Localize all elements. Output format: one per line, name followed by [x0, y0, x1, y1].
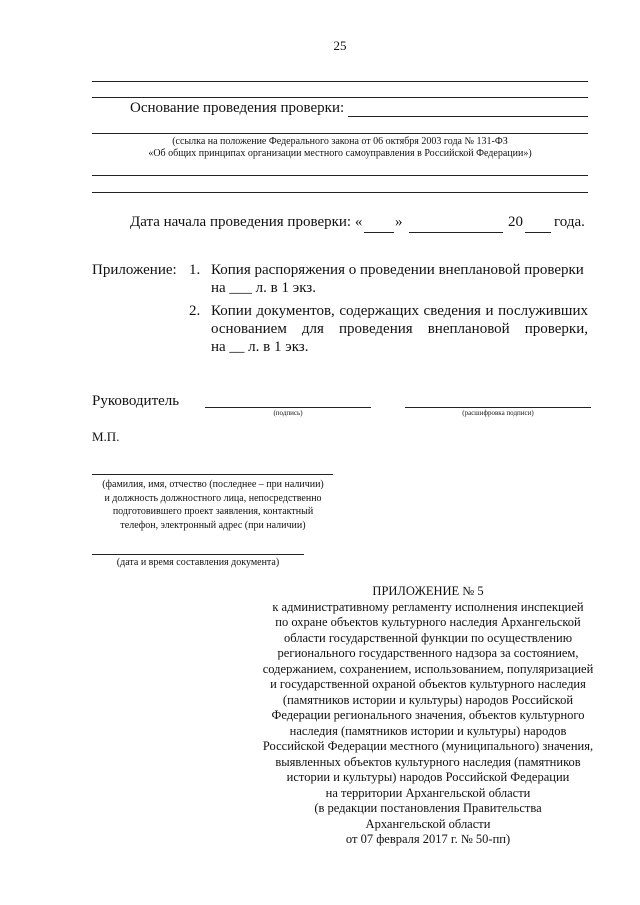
appendix-title: ПРИЛОЖЕНИЕ № 5: [372, 584, 484, 598]
quote-close: »: [395, 214, 403, 230]
preparer-caption: [88, 478, 338, 532]
appendix-line: Архангельской области: [365, 816, 491, 831]
day-fill-line[interactable]: [364, 232, 394, 233]
start-date-label: Дата начала проведения проверки: «: [130, 214, 363, 230]
preparer-line[interactable]: [92, 474, 333, 475]
appendix-line: к административному регламенту исполнения инспекцией: [272, 599, 584, 614]
appendix-line: Российской Федерации местного (муниципального) значения,: [262, 739, 594, 753]
year-fill-line[interactable]: [525, 232, 551, 233]
appendix-line: от 07 февраля 2017 г. № 50-пп): [345, 832, 511, 846]
preparer-caption-line: (фамилия, имя, отчество (последнее – при наличии): [102, 479, 324, 490]
signature-decode-caption: (расшифровка подписи): [462, 409, 534, 417]
basis-label: Основание проведения проверки:: [130, 100, 345, 116]
attachment-item-line: основанием для проведения внеплановой проверки,: [211, 321, 588, 337]
appendix-line: регионального государственного надзора за состоянием,: [277, 646, 579, 660]
appendix-line: выявленных объектов культурного наследия (памятников: [275, 754, 581, 769]
seal-label: М.П.: [92, 429, 120, 444]
basis-note: [92, 136, 588, 160]
appendix-line: наследия (памятников истории и культуры) народов: [289, 723, 567, 738]
appendix-line: и государственной охраной объектов культурного наследия: [270, 677, 586, 691]
attachment-item-line: на ___ л. в 1 экз.: [211, 280, 316, 296]
attachment-item-number: 1.: [189, 262, 201, 278]
head-label: Руководитель: [92, 393, 180, 409]
attachment-item-line: Копия распоряжения о проведении внеплановой проверки: [211, 262, 584, 278]
preparer-caption-line: подготовившего проект заявления, контактный: [112, 506, 314, 517]
attachment-item-line: Копии документов, содержащих сведения и послуживших: [211, 303, 588, 319]
appendix-line: (в редакции постановления Правительства: [314, 801, 542, 815]
document-date-caption: (дата и время составления документа): [116, 557, 280, 568]
appendix-line: на территории Архангельской области: [325, 785, 531, 800]
signature-caption: (подпись): [273, 409, 303, 417]
page-number: 25: [333, 38, 347, 53]
preparer-caption-line: и должность должностного лица, непосредственно: [104, 492, 322, 504]
basis-note-line1: (ссылка на положение Федерального закона от 06 октября 2003 года № 131-ФЗ: [172, 136, 508, 147]
year-prefix: 20: [508, 214, 523, 230]
appendix-line: (памятников истории и культуры) народов Российской: [282, 692, 574, 707]
year-suffix: года.: [554, 214, 585, 230]
blank-line: [92, 81, 588, 82]
appendix-line: Федерации регионального значения, объектов культурного: [271, 708, 585, 722]
appendix-line: по охране объектов культурного наследия Архангельской: [275, 615, 581, 629]
appendix-line: истории и культуры) народов Российской Федерации: [286, 770, 570, 784]
document-date-line[interactable]: [92, 554, 304, 555]
attachment-item-number: 2.: [189, 303, 201, 319]
signature-decode-line[interactable]: [405, 407, 591, 408]
month-fill-line[interactable]: [409, 232, 503, 233]
attachments-label: Приложение:: [92, 262, 177, 278]
blank-line: [92, 97, 588, 98]
appendix-line: области государственной функции по осуществлению: [283, 630, 573, 645]
appendix-block: [255, 584, 601, 848]
signature-line[interactable]: [205, 407, 371, 408]
appendix-line: содержанием, сохранением, использованием, популяризацией: [262, 661, 594, 676]
basis-fill-line[interactable]: [348, 116, 588, 117]
attachment-item-line: на __ л. в 1 экз.: [211, 339, 309, 355]
preparer-caption-line: телефон, электронный адрес (при наличии): [120, 519, 306, 531]
basis-note-line2: «Об общих принципах организации местного самоуправления в Российской Федерации»): [148, 148, 532, 159]
blank-line: [92, 192, 588, 193]
blank-line: [92, 133, 588, 134]
blank-line: [92, 175, 588, 176]
